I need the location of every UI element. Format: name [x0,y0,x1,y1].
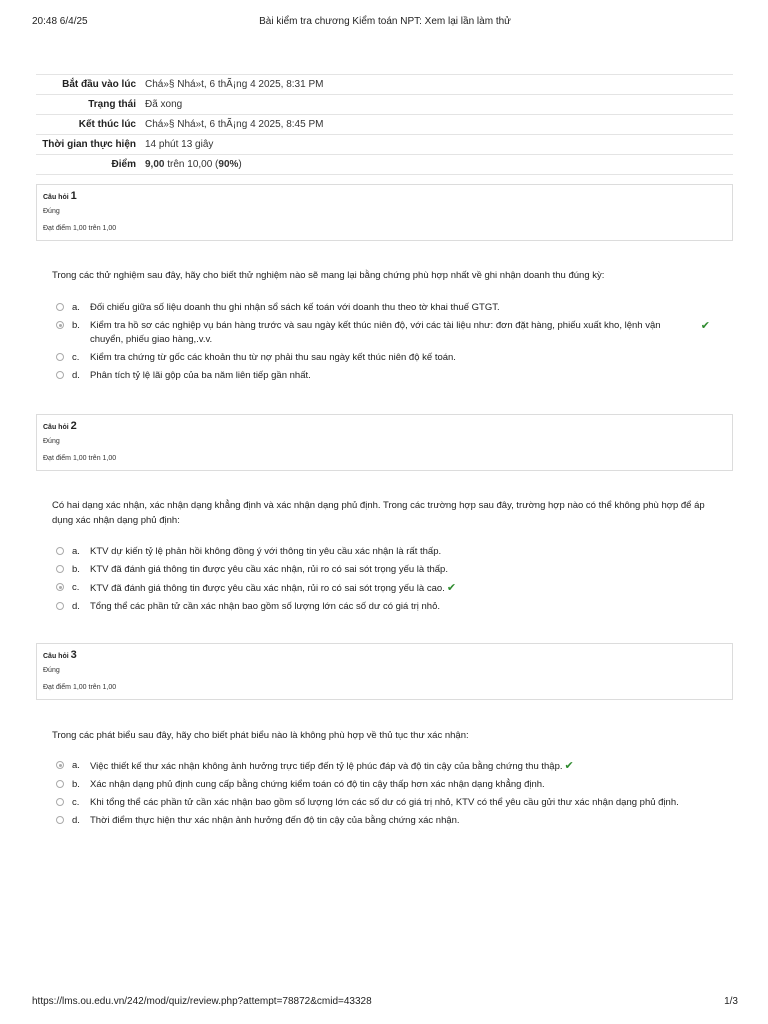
grade-end: ) [238,159,242,170]
answer-text: Khi tổng thể các phần tử cần xác nhận bao gồm số lượng lớn các số dư có giá trị nhỏ, KTV có thể yêu cầu gửi thư xác nhận dạng phủ định. [90,797,679,808]
radio-button[interactable] [56,371,64,379]
answer-text: Xác nhận dạng phủ định cung cấp bằng chứng kiểm toán có độ tin cậy thấp hơn xác nhận dạng khẳng định. [90,779,545,790]
answer-text: KTV đã đánh giá thông tin được yêu cầu xác nhận, rủi ro có sai sót trọng yếu là thấp. [90,564,448,575]
summary-row-state [36,95,733,115]
summary-row-completed [36,115,733,135]
question-text-2: Có hai dạng xác nhận, xác nhận dạng khẳng định và xác nhận dạng phủ định. Trong các trường hợp sau đây, trường hợp nào có thể không phù hợp để áp dụng xác nhận dạng phủ định: [52,500,705,526]
question-grade: Đạt điểm 1,00 trên 1,00 [43,684,117,691]
question-state: Đúng [43,438,60,445]
check-icon: ✔ [446,582,457,594]
answer-list-1 [56,301,716,387]
summary-label: Kết thúc lúc [36,115,145,135]
grade-score: 9,00 [145,159,165,170]
answer-letter: d. [72,601,80,612]
page-number: 1/3 [724,996,738,1007]
radio-button-selected[interactable] [56,583,64,591]
answer-text: Đối chiếu giữa số liệu doanh thu ghi nhận sổ sách kế toán với doanh thu theo tờ khai thuế GTGT. [90,302,500,313]
question-text-3: Trong các phát biểu sau đây, hãy cho biết phát biểu nào là không phù hợp về thủ tục thư xác nhận: [52,730,469,741]
radio-button[interactable] [56,816,64,824]
answer-letter: b. [72,779,80,790]
print-datetime: 20:48 6/4/25 [32,16,88,27]
summary-grade-value [145,155,733,175]
answer-text: Thời điểm thực hiện thư xác nhận ảnh hưởng đến độ tin cậy của bằng chứng xác nhận. [90,815,460,826]
answer-letter: b. [72,564,80,575]
print-header [32,16,738,32]
radio-button[interactable] [56,353,64,361]
summary-row-time [36,135,733,155]
question-grade: Đạt điểm 1,00 trên 1,00 [43,225,117,232]
answer-text: Tổng thể các phần tử cần xác nhận bao gồm số lượng lớn các số dư có giá trị nhỏ. [90,601,440,612]
question-number-value: 1 [70,190,77,202]
radio-button-selected[interactable] [56,321,64,329]
page-url: https://lms.ou.edu.vn/242/mod/quiz/review.php?attempt=78872&cmid=43328 [32,996,372,1007]
question-state: Đúng [43,667,60,674]
question-label: Câu hỏi [43,424,69,431]
answer-option[interactable] [56,759,716,774]
answer-text: KTV dự kiến tỷ lệ phản hồi không đồng ý với thông tin yêu cầu xác nhận là rất thấp. [90,546,442,557]
summary-value: Chá»§ Nhá»t, 6 thÃ¡ng 4 2025, 8:31 PM [145,75,733,95]
answer-letter: a. [72,302,80,313]
answer-option[interactable] [56,778,716,792]
radio-button[interactable] [56,565,64,573]
answer-option[interactable] [56,581,716,596]
question-info-1 [36,184,733,241]
answer-option[interactable] [56,319,716,347]
question-number [43,420,726,434]
question-number-value: 3 [70,649,77,661]
summary-value: Đã xong [145,95,733,115]
answer-letter: d. [72,815,80,826]
question-grade: Đạt điểm 1,00 trên 1,00 [43,455,117,462]
answer-option[interactable] [56,563,716,577]
answer-option[interactable] [56,301,716,315]
summary-row-started [36,75,733,95]
answer-option[interactable] [56,369,716,383]
radio-button[interactable] [56,547,64,555]
answer-text: Kiểm tra chứng từ gốc các khoản thu từ nợ phải thu sau ngày kết thúc niên độ kế toán. [90,352,456,363]
question-number [43,190,726,204]
radio-button[interactable] [56,303,64,311]
answer-letter: c. [72,352,80,363]
summary-label: Điểm [36,155,145,175]
answer-letter: c. [72,582,80,593]
question-text-1: Trong các thử nghiệm sau đây, hãy cho biết thử nghiệm nào sẽ mang lại bằng chứng phù hợp nhất về ghi nhận doanh thu đúng kỳ: [52,270,605,281]
answer-letter: b. [72,320,80,331]
answer-letter: d. [72,370,80,381]
summary-value: Chá»§ Nhá»t, 6 thÃ¡ng 4 2025, 8:45 PM [145,115,733,135]
question-number [43,649,726,663]
attempt-summary-table [36,74,733,175]
answer-letter: c. [72,797,80,808]
answer-letter: a. [72,546,80,557]
question-state: Đúng [43,208,60,215]
summary-row-grade [36,155,733,175]
question-label: Câu hỏi [43,194,69,201]
question-info-2 [36,414,733,471]
answer-text: Việc thiết kế thư xác nhận không ảnh hưởng trực tiếp đến tỷ lệ phúc đáp và độ tin cậy của bằng chứng thu thập. [90,761,563,772]
check-icon: ✔ [564,760,574,772]
question-number-value: 2 [70,420,77,432]
page-title: Bài kiểm tra chương Kiểm toán NPT: Xem lại lần làm thử [259,16,511,27]
answer-list-3 [56,759,716,832]
summary-label: Trạng thái [36,95,145,115]
answer-list-2 [56,545,716,618]
answer-text: Kiểm tra hồ sơ các nghiệp vụ bán hàng trước và sau ngày kết thúc niên độ, với các tài liệu như: đơn đặt hàng, phiếu xuất kho, lệnh vận chuyển, phiếu giao hàng,.v.v. [90,320,661,345]
answer-text: Phân tích tỷ lệ lãi gộp của ba năm liên tiếp gần nhất. [90,370,311,381]
check-icon: ✔ [700,320,710,332]
summary-label: Thời gian thực hiện [36,135,145,155]
summary-label: Bắt đầu vào lúc [36,75,145,95]
radio-button-selected[interactable] [56,761,64,769]
answer-option[interactable] [56,796,716,810]
grade-percent: 90% [218,159,239,170]
radio-button[interactable] [56,780,64,788]
print-footer [32,996,738,1010]
question-info-3 [36,643,733,700]
answer-option[interactable] [56,545,716,559]
answer-option[interactable] [56,814,716,828]
grade-mid: trên 10,00 ( [164,159,219,170]
answer-option[interactable] [56,600,716,614]
radio-button[interactable] [56,602,64,610]
question-label: Câu hỏi [43,653,69,660]
answer-letter: a. [72,760,80,771]
answer-text: KTV đã đánh giá thông tin được yêu cầu xác nhận, rủi ro có sai sót trọng yếu là cao. [90,583,445,594]
summary-value: 14 phút 13 giây [145,135,733,155]
radio-button[interactable] [56,798,64,806]
answer-option[interactable] [56,351,716,365]
